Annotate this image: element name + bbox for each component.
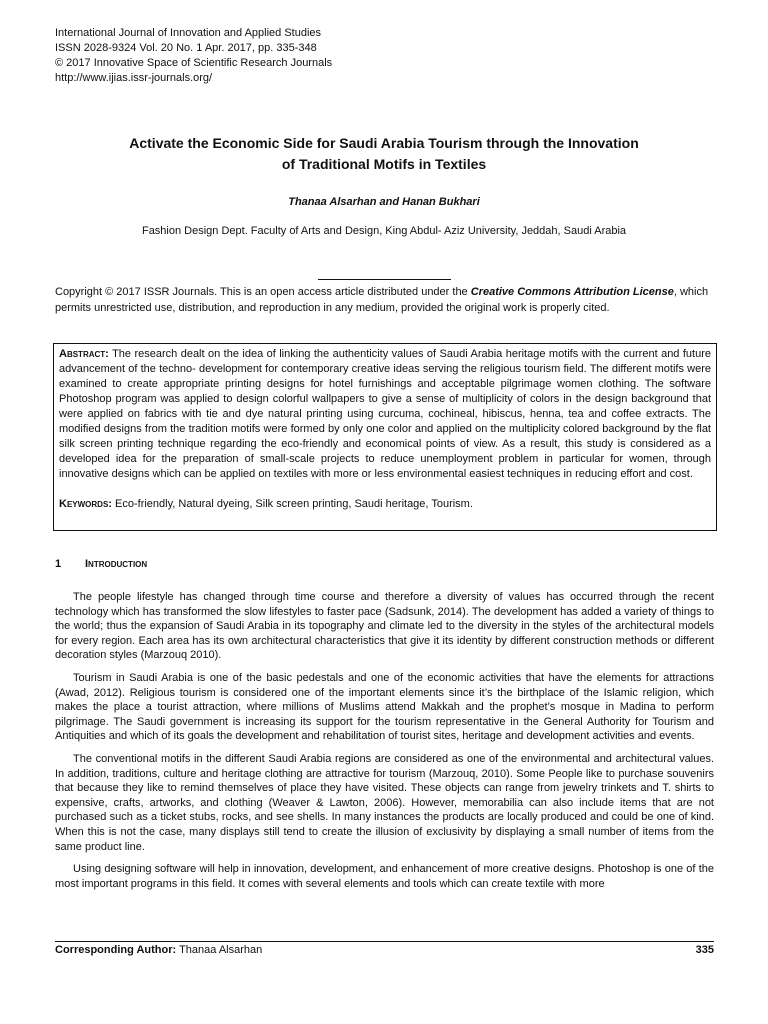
abstract xyxy=(59,347,711,482)
title-line-1: Activate the Economic Side for Saudi Arabia Tourism through the Innovation xyxy=(129,135,639,151)
copyright-text-before: Copyright © 2017 ISSR Journals. This is an open access article distributed under the xyxy=(55,286,471,298)
paragraph: Using designing software will help in innovation, development, and enhancement of more creative designs. Photoshop is one of the most important programs in this field. It comes with several elements and tools which can create textile with more xyxy=(55,863,714,890)
abstract-text: The research dealt on the idea of linking the authenticity values of Saudi Arabia heritage motifs with the current and future advancement of the techno- development for contemporary creative ideas serving the religious tourism field. The different motifs were examined to create appropriate printing designs for hotel furnishings and acceptable pilgrimage women clothing. The software Photoshop program was applied to design colorful wallpapers to give a sense of multiplicity of colors in the design background that were applied on fabrics with tie and dye natural printing using curcuma, cochineal, hibiscus, henna, tea and coffee extracts. The modified designs from the tradition motifs were formed by only one color and applied on the multiplicity colored background by the flat silk screen printing technique regarding the eco-friendly and economical points of view. As a result, this study is considered as a developed idea for the preparation of small-scale projects to reduce unemployment problem in particular for women, through innovative designs which can be applied on textiles with more or less environmental easiest techniques in reducing effort and cost. xyxy=(59,348,711,480)
page-number: 335 xyxy=(695,944,714,956)
journal-url[interactable]: http://www.ijias.issr-journals.org/ xyxy=(55,72,213,84)
corresponding-author xyxy=(55,944,262,956)
section-number: 1 xyxy=(55,558,62,570)
corresponding-author-label: Corresponding Author: xyxy=(55,944,177,956)
copyright-notice xyxy=(55,284,715,316)
journal-copyright: © 2017 Innovative Space of Scientific Research Journals xyxy=(55,57,333,69)
keywords-text: Eco-friendly, Natural dyeing, Silk screen printing, Saudi heritage, Tourism. xyxy=(115,498,473,510)
journal-issn: ISSN 2028-9324 Vol. 20 No. 1 Apr. 2017, pp. 335-348 xyxy=(55,42,317,54)
copyright-text-after: , which permits unrestricted use, distribution, and reproduction in any medium, provided the original work is properly cited. xyxy=(55,286,709,314)
paragraph: The people lifestyle has changed through time course and therefore a diversity of values has occurred through the recent technology which has transformed the slow lifestyles to faster pace (Sadsunk, 2014). The development has added a variety of things to the world; thus the expansion of Saudi Arabia in its topography and climate led to the diversity in the styles of the architectural models for every region. Each area has its own architectural characteristics that give it its identity by different construction methods or different decoration styles (Marzouq 2010). xyxy=(55,591,714,662)
section-title: Introduction xyxy=(85,558,148,570)
license-name: Creative Commons Attribution License xyxy=(470,286,674,298)
paragraph: The conventional motifs in the different Saudi Arabia regions are considered as one of the environmental and architectural values. In addition, traditions, culture and heritage clothing are attractive for tourism (Marzouq, 2010). Some People like to purchase souvenirs that because they like to remind themselves of place they have visited. These objects can range from jewelry trinkets and T. shirts to expensive, crafts, artworks, and clothing (Weaver & Lawton, 2006). However, memorabilia can also include items that are not purchased such as a ticket stubs, rocks, and see shells. In many instances the products are locally produced and could be one of kind. When this is not the case, many displays still tend to create the illusion of exclusivity by displaying a small number of items from the same product line. xyxy=(55,752,714,853)
journal-name: International Journal of Innovation and Applied Studies xyxy=(55,27,322,39)
section-body xyxy=(55,590,714,899)
abstract-box xyxy=(53,343,717,531)
article-title xyxy=(55,133,713,175)
page-footer xyxy=(55,944,714,956)
section-heading xyxy=(55,558,147,570)
separator-line xyxy=(318,279,451,280)
journal-header xyxy=(55,26,332,86)
keywords xyxy=(59,497,711,512)
abstract-label: Abstract: xyxy=(59,348,109,360)
paragraph: Tourism in Saudi Arabia is one of the basic pedestals and one of the economic activities that have the elements for attractions (Awad, 2012). Religious tourism is considered one of the important elements since it’s the birthplace of the Islamic religion, which makes the place a tourist attraction, where millions of Muslims attend Makkah and the prophet’s mosque in Madina to perform pilgrimage. The Saudi government is increasing its support for the tourism representative in the General Authority for Tourism and Antiquities and which of its goals the development and rehabilitation of tourist sites, heritage and development activities and events. xyxy=(55,671,714,743)
article-affiliation: Fashion Design Dept. Faculty of Arts and Design, King Abdul- Aziz University, Jeddah, Saudi Arabia xyxy=(141,225,627,237)
title-line-2: of Traditional Motifs in Textiles xyxy=(281,156,487,172)
article-authors: Thanaa Alsarhan and Hanan Bukhari xyxy=(288,196,480,208)
footer-rule xyxy=(55,941,714,942)
corresponding-author-name: Thanaa Alsarhan xyxy=(179,944,263,956)
keywords-label: Keywords: xyxy=(59,498,112,510)
